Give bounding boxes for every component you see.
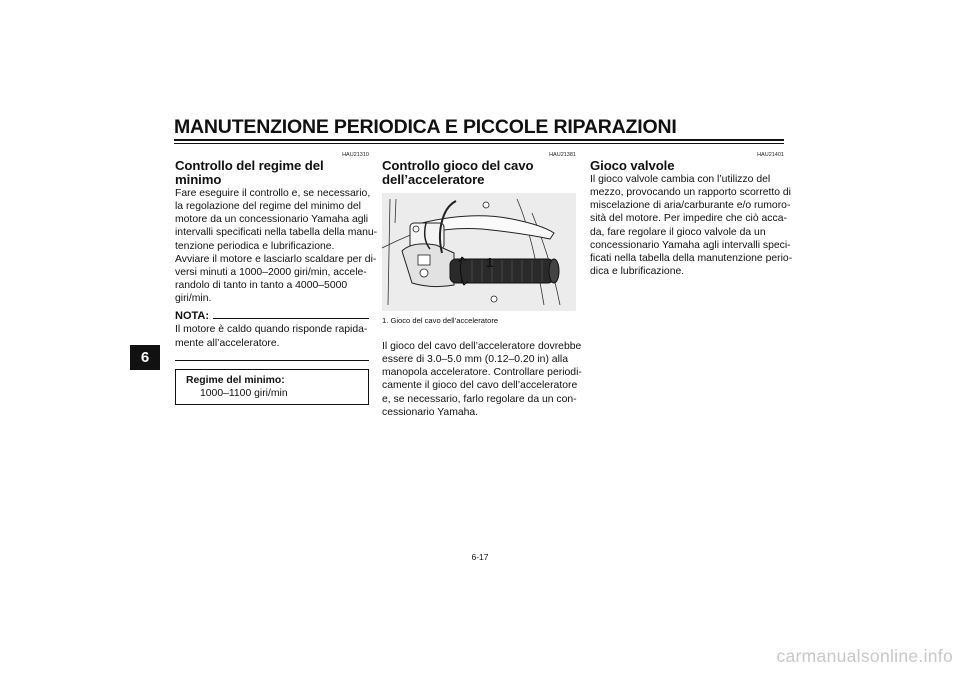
text-line: mezzo, provocando un rapporto scorretto di	[590, 187, 791, 199]
title-rule-thin	[174, 143, 784, 144]
section-heading: Gioco valvole	[590, 158, 675, 173]
spec-label: Regime del minimo:	[186, 374, 285, 386]
figure-callout: 1	[486, 255, 494, 270]
text-line: da, fare regolare il gioco valvole da un	[590, 226, 766, 238]
section-throttle-cable	[382, 151, 582, 419]
text-line: Il motore è caldo quando risponde rapida-	[175, 324, 368, 336]
text-line: versi minuti a 1000–2000 giri/min, accele-	[175, 266, 367, 278]
text-line: motore da un concessionario Yamaha agli	[175, 214, 369, 226]
section-paragraph	[382, 340, 582, 419]
text-line: ficati nella tabella della manutenzione perio-	[590, 252, 793, 264]
section-code: HAU21310	[342, 152, 369, 158]
chapter-tab: 6	[130, 345, 160, 370]
text-line: intervalli specificati nella tabella della manu-	[175, 227, 378, 239]
text-line: Fare eseguire il controllo e, se necessario,	[175, 188, 371, 199]
spec-value: 1000–1100 giri/min	[200, 387, 288, 399]
text-line: Avviare il motore e lasciarlo scaldare per di-	[175, 253, 377, 265]
section-idle-speed	[175, 151, 378, 405]
text-line: dica e lubrificazione.	[590, 266, 685, 278]
text-line: mente all’acceleratore.	[175, 337, 280, 349]
section-valve-clearance	[590, 151, 793, 278]
text-line: e, se necessario, farlo regolare da un con-	[382, 393, 577, 405]
heading-line: dell’acceleratore	[382, 172, 485, 187]
heading-line: Controllo gioco del cavo	[382, 158, 534, 173]
throttle-grip-figure	[382, 193, 576, 311]
figure-caption: 1. Gioco del cavo dell’acceleratore	[382, 316, 499, 325]
text-line: camente il gioco del cavo dell’acceleratore	[382, 380, 578, 392]
section-code: HAU21381	[549, 152, 576, 158]
text-line: Il gioco valvole cambia con l’utilizzo del	[590, 174, 771, 185]
text-line: giri/min.	[175, 293, 212, 305]
text-line: miscelazione di aria/carburante e/o rumoro-	[590, 200, 791, 212]
note-end-rule	[175, 360, 369, 361]
text-line: concessionario Yamaha agli intervalli speci-	[590, 239, 791, 251]
title-rule	[174, 139, 784, 141]
page-title: MANUTENZIONE PERIODICA E PICCOLE RIPARAZIONI	[174, 116, 677, 138]
text-line: essere di 3.0–5.0 mm (0.12–0.20 in) alla	[382, 354, 568, 366]
note-text	[175, 323, 369, 349]
section-paragraph	[590, 173, 793, 278]
handlebar-illustration	[382, 193, 576, 311]
text-line: tenzione periodica e lubrificazione.	[175, 240, 335, 252]
watermark: carmanualsonline.info	[776, 646, 953, 666]
text-line: sità del motore. Per impedire che ciò acca-	[590, 213, 787, 225]
section-heading: Controllo del regime del minimo	[175, 158, 324, 187]
text-line: cessionario Yamaha.	[382, 406, 479, 418]
section-paragraph	[175, 187, 378, 305]
text-line: randolo di tanto in tanto a 4000–5000	[175, 280, 348, 292]
note-label: NOTA:	[175, 310, 210, 323]
section-code: HAU21401	[757, 152, 784, 158]
page-number: 6-17	[471, 552, 489, 562]
section-heading	[382, 159, 576, 187]
note-rule	[213, 318, 369, 319]
text-line: manopola acceleratore. Controllare periodi-	[382, 367, 582, 379]
text-line: Il gioco del cavo dell’acceleratore dovrebbe	[382, 341, 582, 352]
text-line: la regolazione del regime del minimo del	[175, 201, 361, 213]
spec-box	[175, 369, 369, 405]
note-header	[175, 309, 369, 323]
